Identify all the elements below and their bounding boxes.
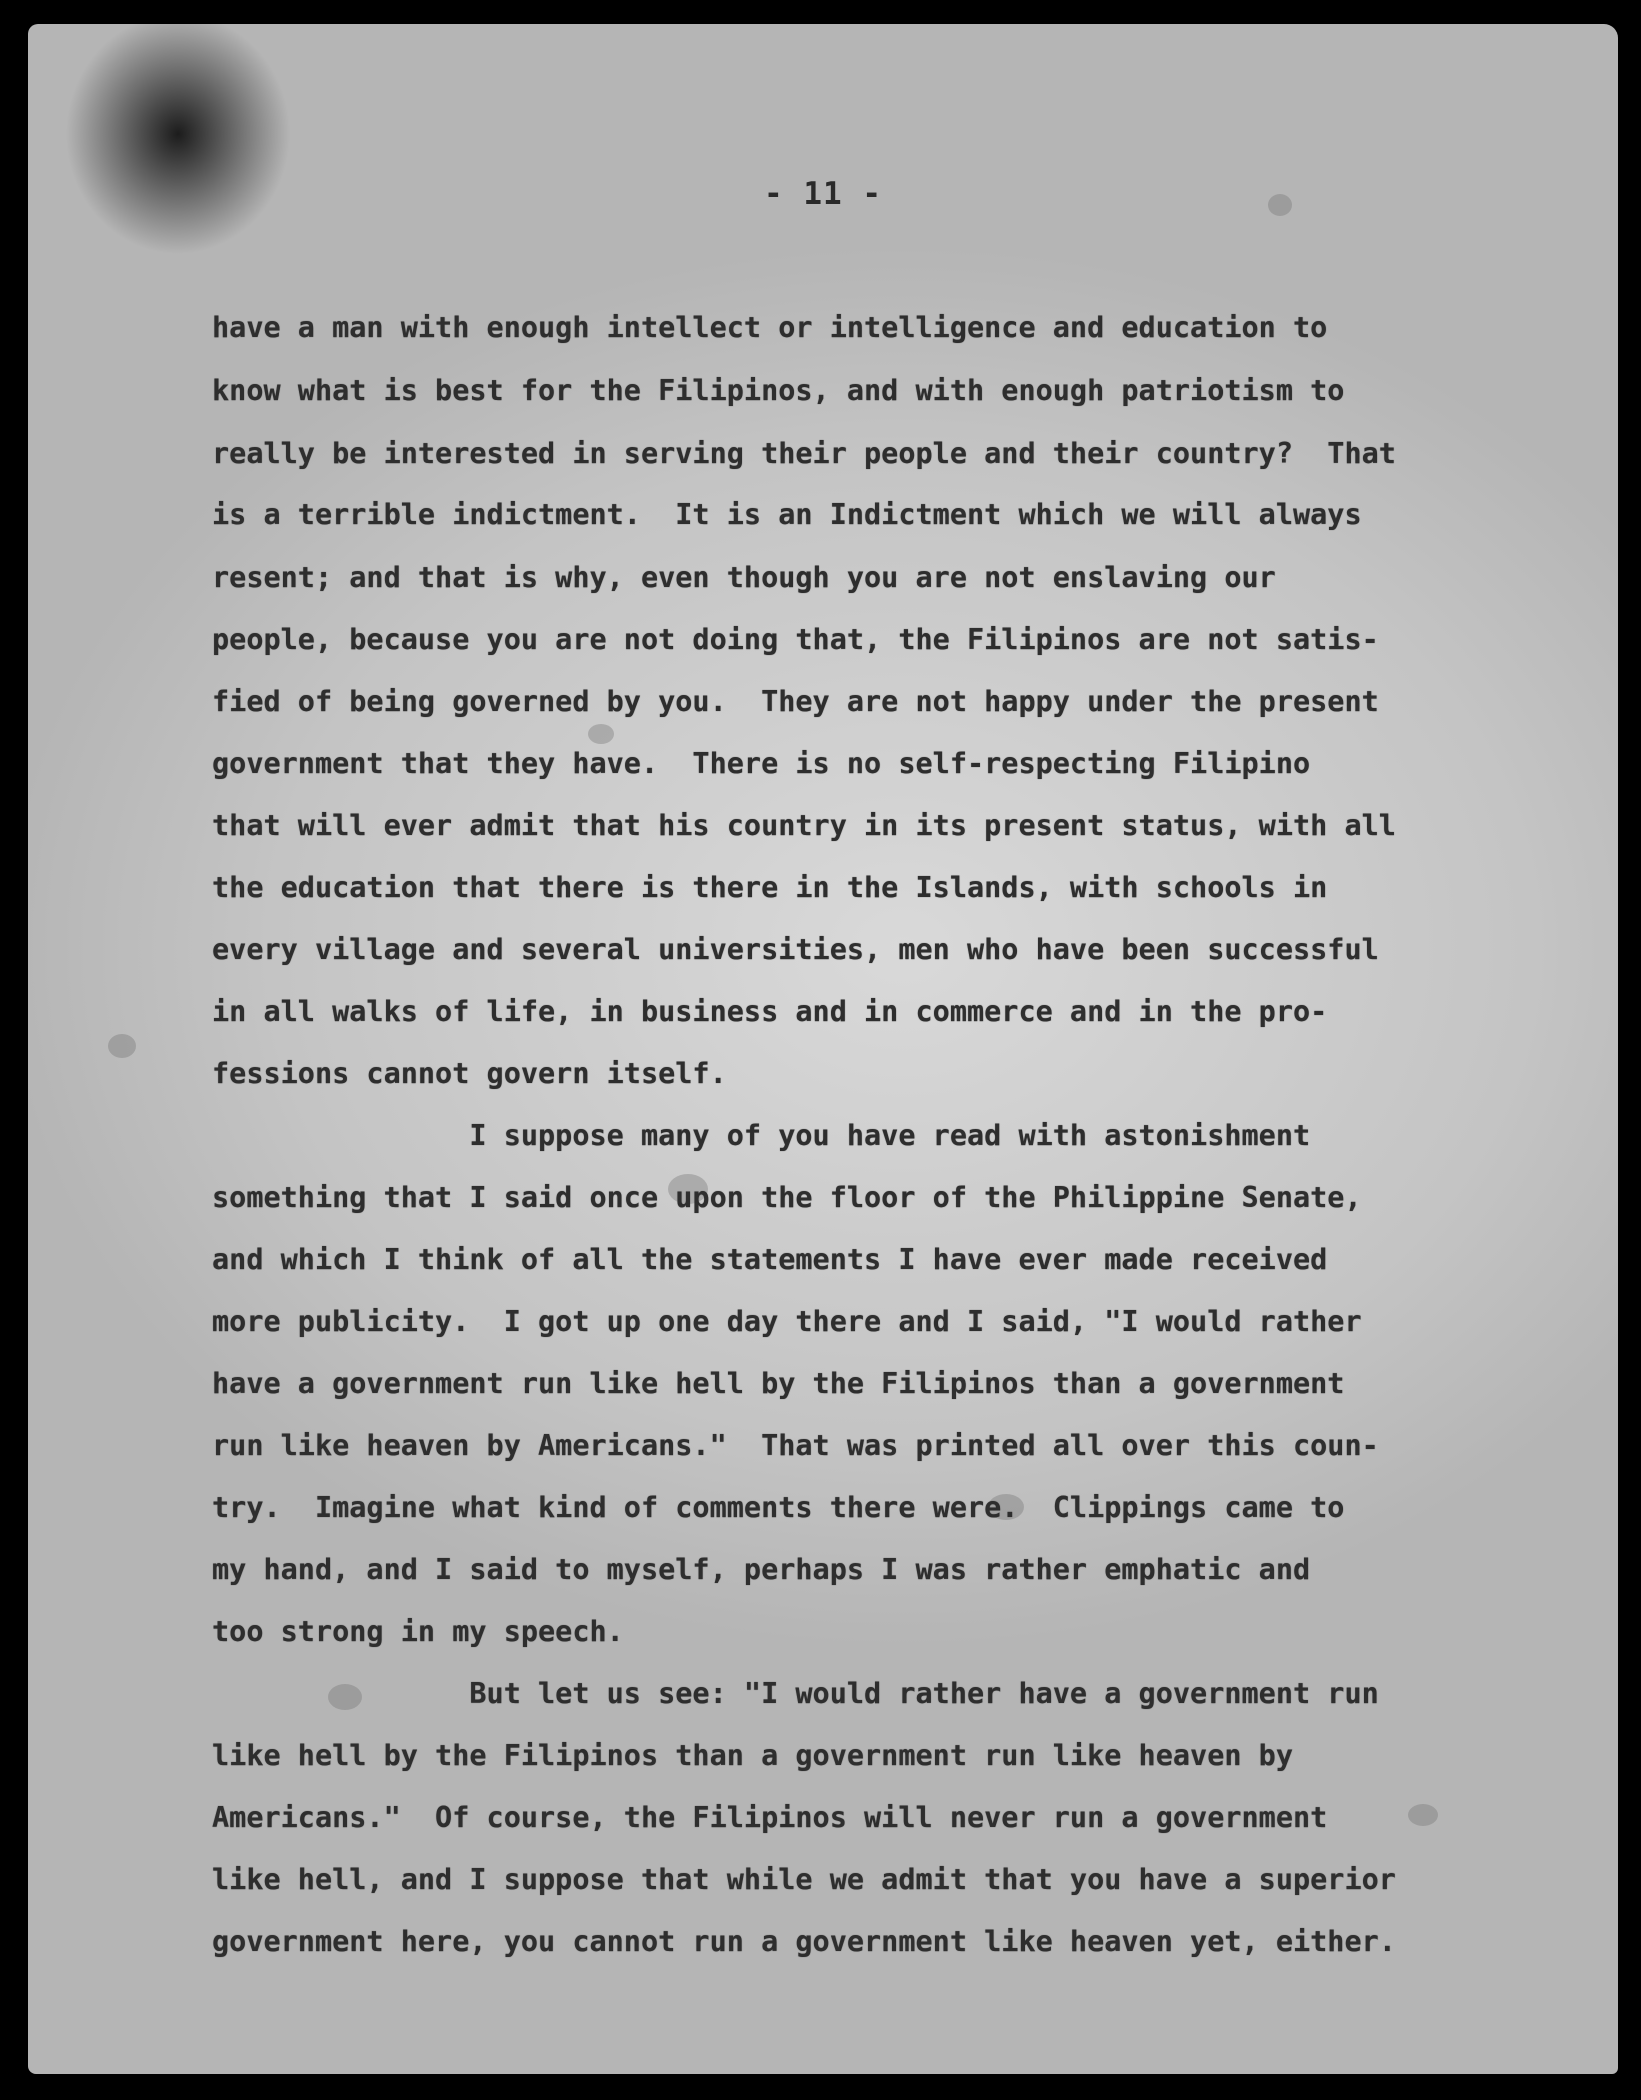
text-line: run like heaven by Americans." That was printed all over this coun- bbox=[212, 1429, 1379, 1462]
text-line: and which I think of all the statements I have ever made received bbox=[212, 1243, 1328, 1276]
text-line: try. Imagine what kind of comments there were. Clippings came to bbox=[212, 1491, 1345, 1524]
text-line: have a man with enough intellect or intelligence and education to bbox=[212, 311, 1328, 344]
text-line: every village and several universities, men who have been successful bbox=[212, 933, 1379, 966]
text-line: fied of being governed by you. They are not happy under the present bbox=[212, 685, 1379, 718]
text-line: people, because you are not doing that, the Filipinos are not satis- bbox=[212, 623, 1379, 656]
page-number: - 11 - bbox=[764, 176, 882, 212]
text-line: like hell, and I suppose that while we admit that you have a superior bbox=[212, 1863, 1396, 1896]
text-line: fessions cannot govern itself. bbox=[212, 1057, 727, 1090]
text-line: that will ever admit that his country in its present status, with all bbox=[212, 809, 1396, 842]
text-line: more publicity. I got up one day there and I said, "I would rather bbox=[212, 1305, 1362, 1338]
text-line: in all walks of life, in business and in commerce and in the pro- bbox=[212, 995, 1328, 1028]
text-line: too strong in my speech. bbox=[212, 1615, 624, 1648]
paper-stain bbox=[588, 724, 614, 744]
paper-stain bbox=[108, 1034, 136, 1058]
text-line: like hell by the Filipinos than a government run like heaven by bbox=[212, 1739, 1293, 1772]
text-line: is a terrible indictment. It is an Indictment which we will always bbox=[212, 498, 1362, 531]
text-line: know what is best for the Filipinos, and with enough patriotism to bbox=[212, 374, 1345, 407]
text-line: resent; and that is why, even though you are not enslaving our bbox=[212, 561, 1276, 594]
text-line: government here, you cannot run a government like heaven yet, either. bbox=[212, 1925, 1396, 1958]
text-line: But let us see: "I would rather have a government run bbox=[212, 1677, 1379, 1710]
text-line: government that they have. There is no self-respecting Filipino bbox=[212, 747, 1311, 780]
text-line: I suppose many of you have read with astonishment bbox=[212, 1119, 1311, 1152]
text-line: my hand, and I said to myself, perhaps I was rather emphatic and bbox=[212, 1553, 1311, 1586]
paper-stain bbox=[1408, 1804, 1438, 1826]
text-line: have a government run like hell by the Filipinos than a government bbox=[212, 1367, 1345, 1400]
document-page bbox=[28, 24, 1618, 2074]
text-line: the education that there is there in the Islands, with schools in bbox=[212, 871, 1328, 904]
text-line: something that I said once upon the floor of the Philippine Senate, bbox=[212, 1181, 1362, 1214]
text-line: Americans." Of course, the Filipinos will never run a government bbox=[212, 1801, 1328, 1834]
text-line: really be interested in serving their people and their country? That bbox=[212, 437, 1396, 470]
